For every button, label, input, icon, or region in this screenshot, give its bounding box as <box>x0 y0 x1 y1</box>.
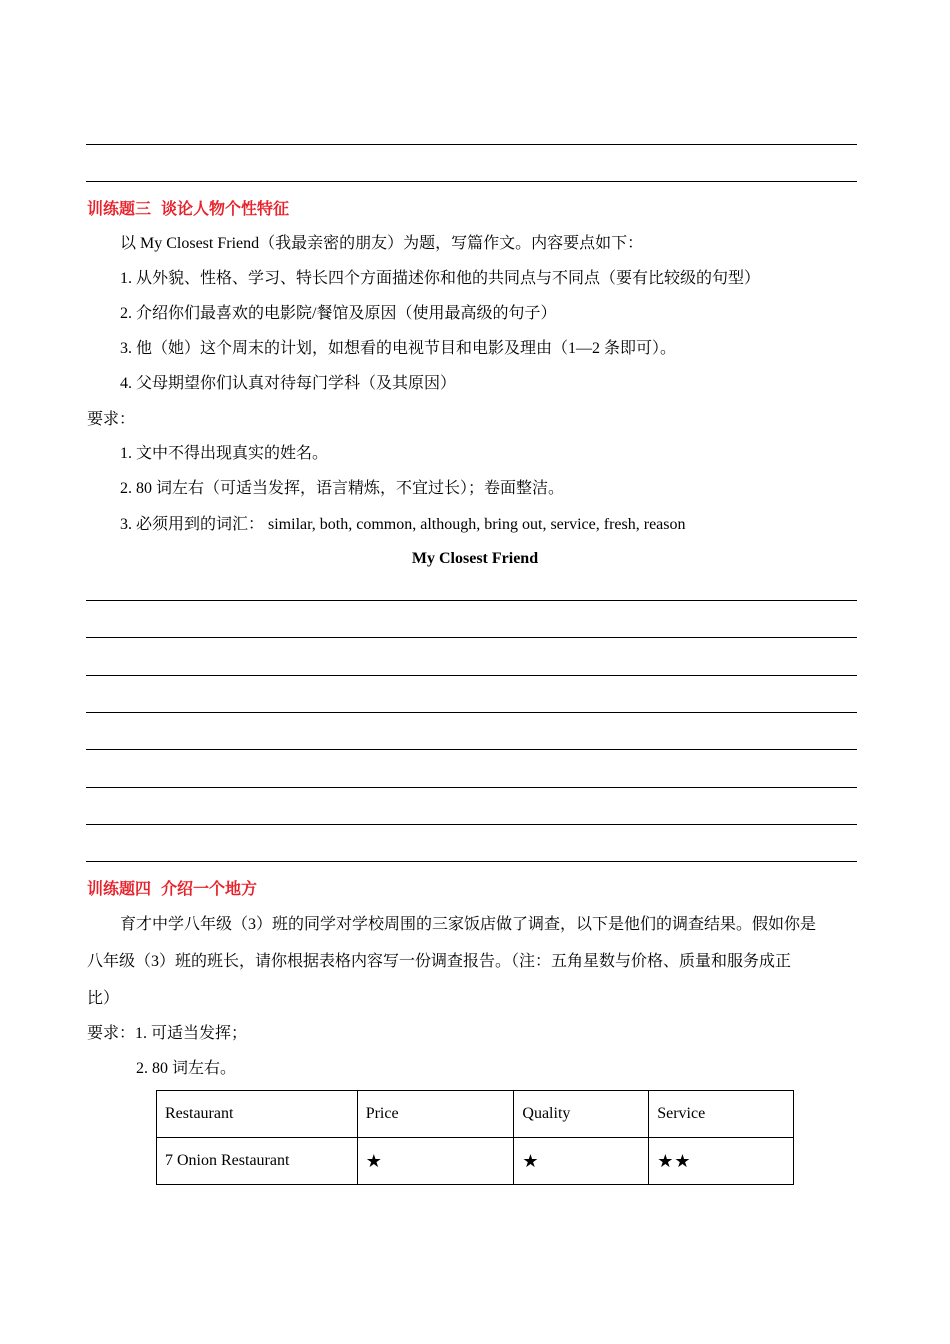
table-header-cell: Restaurant <box>157 1091 358 1138</box>
table-cell-price-stars: ★ <box>357 1138 514 1185</box>
table-row <box>157 1138 794 1185</box>
section3-requirement-2: 2. 80 词左右（可适当发挥，语言精炼，不宜过长）；卷面整洁。 <box>120 480 565 497</box>
writing-line <box>86 749 857 750</box>
section3-requirement-3: 3. 必须用到的词汇： similar, both, common, although, bring out, service, fresh, reason <box>120 516 686 533</box>
writing-line <box>86 675 857 676</box>
writing-line <box>86 861 857 862</box>
writing-line <box>86 637 857 638</box>
writing-line <box>86 600 857 601</box>
section4-paragraph-line-2: 八年级（3）班的班长，请你根据表格内容写一份调查报告。（注：五角星数与价格、质量和服务成正 <box>87 953 792 970</box>
section4-heading <box>87 880 267 900</box>
section3-point-1: 1. 从外貌、性格、学习、特长四个方面描述你和他的共同点与不同点（要有比较级的句型） <box>120 270 761 287</box>
table-header-cell: Price <box>357 1091 514 1138</box>
section3-point-4: 4. 父母期望你们认真对待每门学科（及其原因） <box>120 375 457 392</box>
table-header-cell: Service <box>649 1091 794 1138</box>
section3-requirement-1: 1. 文中不得出现真实的姓名。 <box>120 445 329 462</box>
section3-heading <box>87 200 299 220</box>
essay-title: My Closest Friend <box>411 550 539 567</box>
section3-heading-number: 训练题三 <box>87 201 152 218</box>
section4-requirement-2: 2. 80 词左右。 <box>136 1060 237 1077</box>
table-cell-restaurant: 7 Onion Restaurant <box>157 1138 358 1185</box>
table-header-cell: Quality <box>514 1091 649 1138</box>
section3-point-2: 2. 介绍你们最喜欢的电影院/餐馆及原因（使用最高级的句子） <box>120 305 557 322</box>
section3-requirements-label: 要求： <box>87 411 136 428</box>
writing-line <box>86 181 857 182</box>
section4-paragraph-line-3: 比） <box>87 990 120 1007</box>
section4-requirement-1: 要求：1. 可适当发挥； <box>87 1025 248 1042</box>
section3-point-3: 3. 他（她）这个周末的计划，如想看的电视节目和电影及理由（1—2 条即可）。 <box>120 340 677 357</box>
table-cell-quality-stars: ★ <box>514 1138 649 1185</box>
restaurant-survey-table <box>156 1090 794 1185</box>
section4-heading-number: 训练题四 <box>87 881 152 898</box>
section4-paragraph-line-1: 育才中学八年级（3）班的同学对学校周围的三家饭店做了调查，以下是他们的调查结果。假如你是 <box>120 916 817 933</box>
section3-heading-topic: 谈论人物个性特征 <box>161 201 290 218</box>
writing-line <box>86 824 857 825</box>
writing-line <box>86 712 857 713</box>
writing-line <box>86 787 857 788</box>
section4-heading-topic: 介绍一个地方 <box>161 881 258 898</box>
writing-line <box>86 144 857 145</box>
section3-intro: 以 My Closest Friend（我最亲密的朋友）为题，写篇作文。内容要点如下： <box>120 235 644 252</box>
table-cell-service-stars: ★★ <box>649 1138 794 1185</box>
table-header-row <box>157 1091 794 1138</box>
